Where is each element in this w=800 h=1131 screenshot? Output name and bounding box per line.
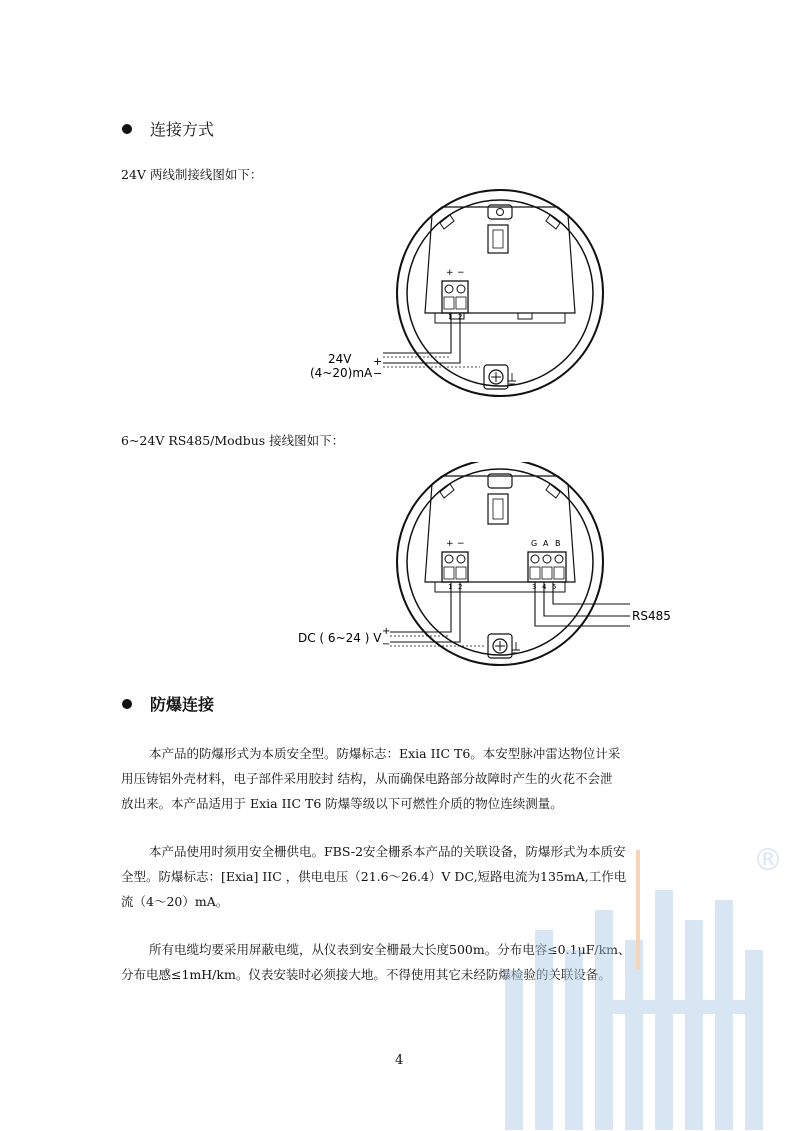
paragraph-line: 用压铸铝外壳材料，电子部件采用胶封 结构，从而确保电路部分故障时产生的火花不会泄	[121, 771, 613, 786]
terminal-2-label: 2	[458, 313, 463, 321]
dc-voltage-label: DC ( 6~24 ) V	[298, 631, 382, 645]
paragraph-line: 分布电感≤1mH/km。仪表安装时必须接大地。不得使用其它未经防爆检验的关联设备。	[121, 967, 611, 982]
terminal-a-label: A	[543, 539, 549, 548]
section-heading-explosion-proof	[122, 692, 214, 715]
heading-text: 连接方式	[150, 120, 215, 139]
watermark-logo	[495, 830, 795, 1130]
terminal-2-label-2: 2	[458, 583, 463, 591]
caption-rs485-wiring: 6~24V RS485/Modbus 接线图如下：	[121, 433, 345, 448]
current-label: (4~20)mA	[310, 366, 373, 380]
plus-sign: +	[373, 355, 383, 368]
housing	[383, 190, 603, 396]
heading-text: 防爆连接	[150, 695, 215, 714]
section-heading-connection	[122, 117, 214, 140]
paragraph-line: 本产品使用时须用安全栅供电。FBS-2安全栅系本产品的关联设备，防爆形式为本质安	[149, 844, 626, 859]
paragraph-line: 放出来。本产品适用于 Exia IIC T6 防爆等级以下可燃性介质的物位连续测量。	[121, 796, 563, 811]
wiring-diagram-24v	[290, 185, 620, 405]
page-number: 4	[395, 1053, 404, 1068]
voltage-label: 24V	[328, 352, 352, 366]
bullet-icon	[122, 124, 132, 134]
paragraph-line: 所有电缆均要采用屏蔽电缆，从仪表到安全栅最大长度500m。分布电容≤0.1μF/km、	[149, 942, 631, 957]
terminal-1-label-2: 1	[448, 583, 453, 591]
paragraph-line: 全型。防爆标志：[Exia] IIC ，供电电压（21.6～26.4）V DC,短路电流为135mA,工作电	[121, 869, 627, 884]
minus-sign-2: −	[382, 639, 391, 650]
paragraph-explosion-form	[121, 741, 681, 816]
paragraph-line: 本产品的防爆形式为本质安全型。防爆标志：Exia IIC T6。本安型脉冲雷达物位计采	[149, 746, 621, 761]
plus-sign-2: +	[382, 626, 391, 637]
terminal-g-label: G	[531, 539, 538, 548]
terminal-plus-label: +	[446, 268, 454, 278]
bullet-icon	[122, 699, 132, 709]
terminal-plus-label-2: +	[446, 539, 454, 549]
rs485-label: RS485	[632, 609, 671, 623]
terminal-minus-label-2: −	[457, 539, 465, 549]
terminal-minus-label: −	[457, 268, 465, 278]
caption-24v-wiring: 24V 两线制接线图如下：	[121, 167, 263, 182]
registered-mark: ®	[753, 843, 783, 878]
wiring-diagram-rs485	[290, 462, 690, 672]
minus-sign: −	[373, 367, 383, 380]
terminal-b-label: B	[555, 539, 561, 548]
terminal-4-label: 4	[542, 583, 547, 591]
paragraph-line: 流（4～20）mA。	[121, 894, 229, 909]
terminal-5-label: 5	[552, 583, 557, 591]
terminal-1-label: 1	[448, 313, 453, 321]
terminal-3-label: 3	[532, 583, 537, 591]
housing-2	[390, 462, 630, 665]
